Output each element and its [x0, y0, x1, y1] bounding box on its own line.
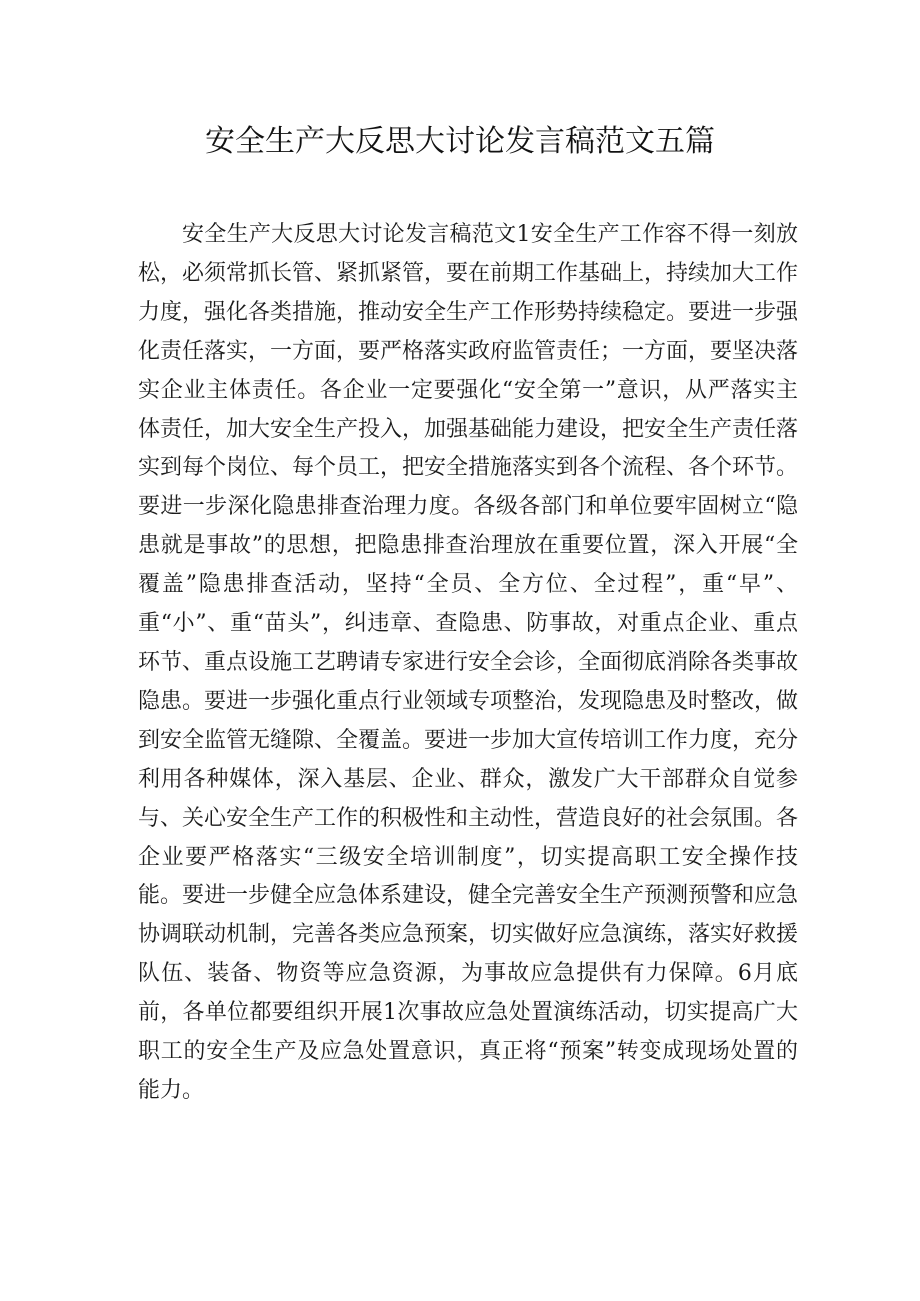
body-paragraph: 安全生产大反思大讨论发言稿范文1安全生产工作容不得一刻放松，必须常抓长管、紧抓紧管，要在前期工作基础上，持续加大工作力度，强化各类措施，推动安全生产工作形势持续稳定。要进一步强化责任落实，一方面，要严格落实政府监管责任；一方面，要坚决落实企业主体责任。各企业一定要强化“安全第一”意识，从严落实主体责任，加大安全生产投入，加强基础能力建设，把安全生产责任落实到每个岗位、每个员工，把安全措施落实到各个流程、各个环节。要进一步深化隐患排查治理力度。各级各部门和单位要牢固树立“隐患就是事故”的思想，把隐患排查治理放在重要位置，深入开展“全覆盖”隐患排查活动，坚持“全员、全方位、全过程”，重“早”、重“小”、重“苗头”，纠违章、查隐患、防事故，对重点企业、重点环节、重点设施工艺聘请专家进行安全会诊，全面彻底消除各类事故隐患。要进一步强化重点行业领域专项整治，发现隐患及时整改，做到安全监管无缝隙、全覆盖。要进一步加大宣传培训工作力度，充分利用各种媒体，深入基层、企业、群众，激发广大干部群众自觉参与、关心安全生产工作的积极性和主动性，营造良好的社会氛围。各企业要严格落实“三级安全培训制度”，切实提高职工安全操作技能。要进一步健全应急体系建设，健全完善安全生产预测预警和应急协调联动机制，完善各类应急预案，切实做好应急演练，落实好救援队伍、装备、物资等应急资源，为事故应急提供有力保障。6月底前，各单位都要组织开展1次事故应急处置演练活动，切实提高广大职工的安全生产及应急处置意识，真正将“预案”转变成现场处置的能力。 [138, 222, 799, 1103]
document-title: 安全生产大反思大讨论发言稿范文五篇 [205, 124, 715, 159]
